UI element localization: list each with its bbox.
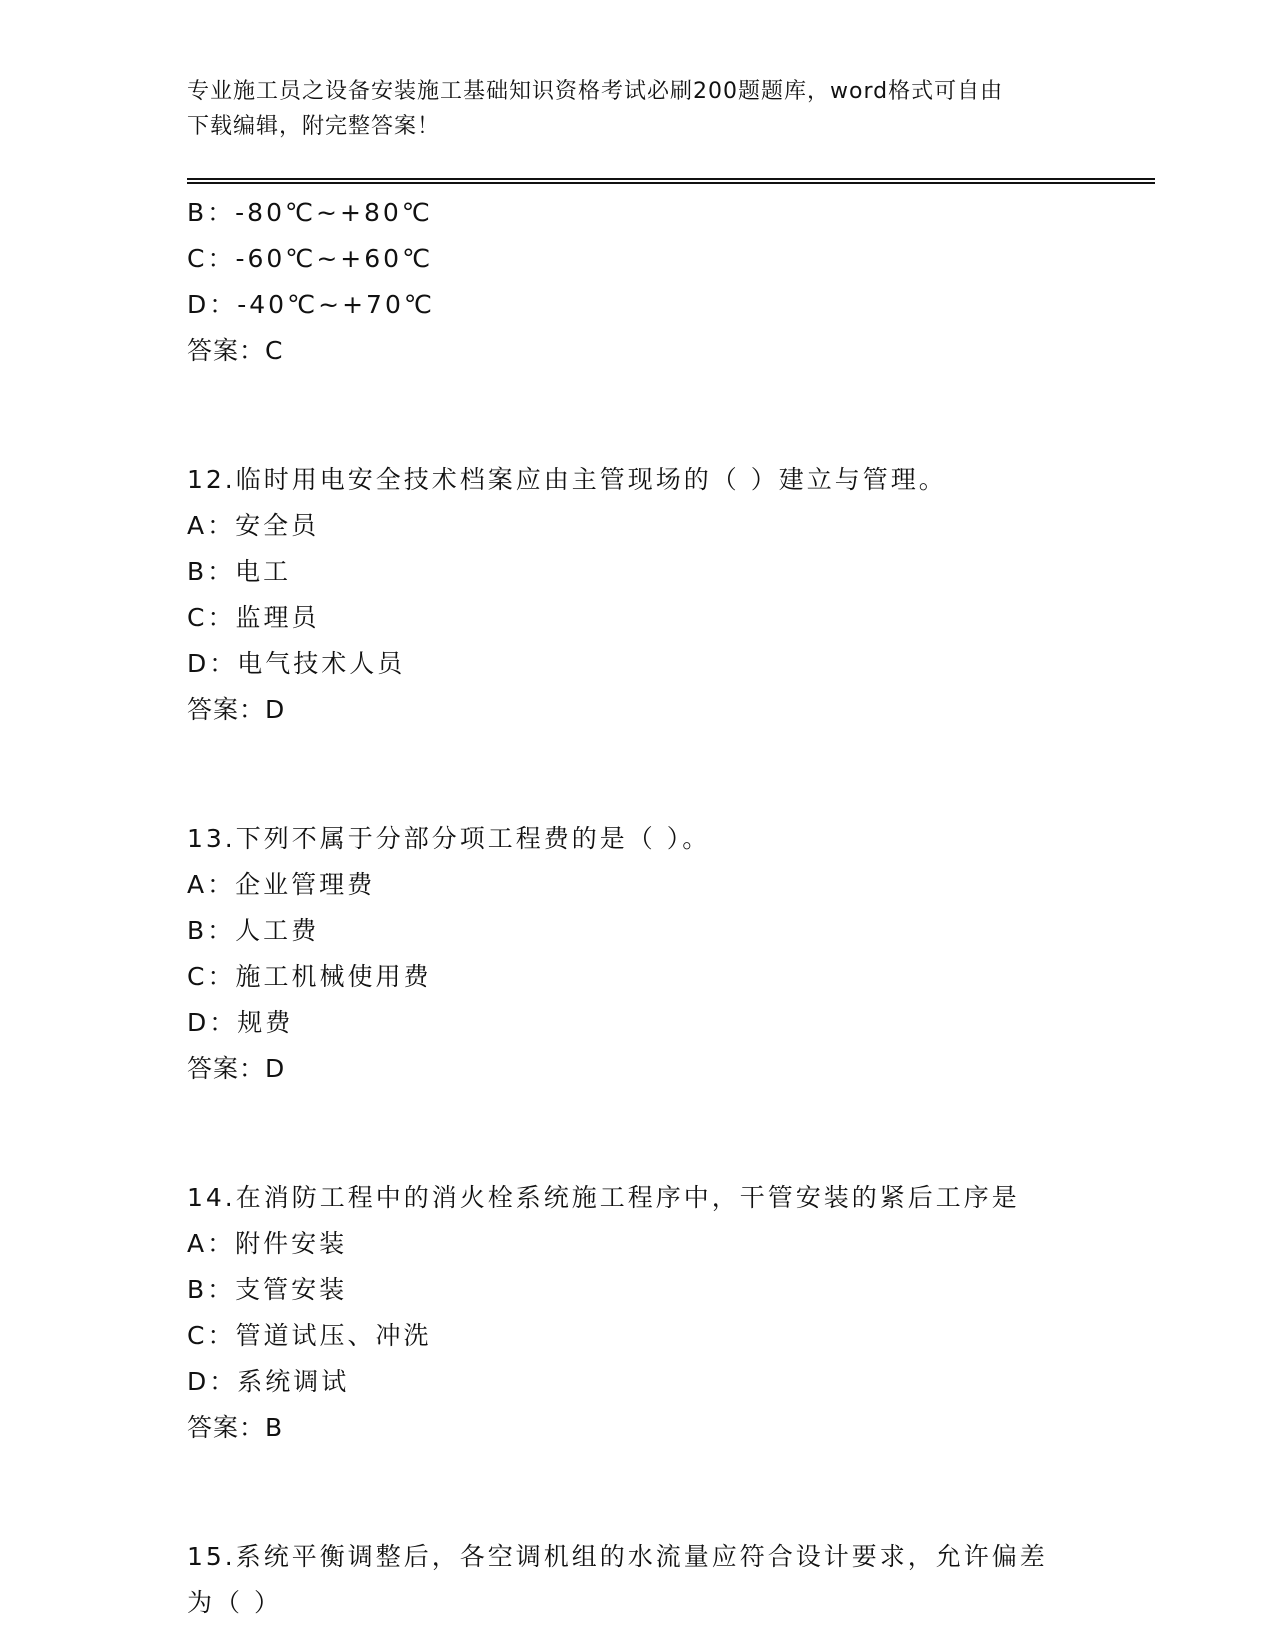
answer: 答案：C [187, 336, 284, 365]
option-b: B：人工费 [187, 916, 320, 945]
option-a: A：附件安装 [187, 1229, 348, 1258]
question-12 [187, 457, 1087, 733]
question-15 [187, 1534, 1087, 1626]
question-text: 12.临时用电安全技术档案应由主管现场的（ ）建立与管理。 [187, 465, 947, 494]
option-d: D：电气技术人员 [187, 649, 406, 678]
question-13 [187, 816, 1087, 1092]
header-line-1: 专业施工员之设备安装施工基础知识资格考试必刷200题题库，word格式可自由 [187, 79, 1004, 104]
question-list [187, 190, 1087, 1626]
option-c: C：施工机械使用费 [187, 962, 432, 991]
answer: 答案：D [187, 695, 286, 724]
question-text-line-2: 为（ ） [187, 1588, 282, 1617]
answer: 答案：D [187, 1054, 286, 1083]
question-text: 13.下列不属于分部分项工程费的是（ ）。 [187, 824, 711, 853]
option-d: D：-40℃~+70℃ [187, 290, 435, 319]
option-b: B：电工 [187, 557, 292, 586]
document-header [187, 74, 1067, 144]
option-c: C：-60℃~+60℃ [187, 244, 434, 273]
header-line-2: 下载编辑，附完整答案！ [187, 114, 441, 139]
option-a: A：企业管理费 [187, 870, 376, 899]
option-b: B：支管安装 [187, 1275, 348, 1304]
question-14 [187, 1175, 1087, 1451]
answer: 答案：B [187, 1413, 284, 1442]
option-c: C：管道试压、冲洗 [187, 1321, 432, 1350]
option-d: D：规费 [187, 1008, 294, 1037]
option-c: C：监理员 [187, 603, 320, 632]
option-b: B：-80℃~+80℃ [187, 198, 433, 227]
question-text-line-1: 15.系统平衡调整后，各空调机组的水流量应符合设计要求，允许偏差 [187, 1542, 1048, 1571]
question-text: 14.在消防工程中的消火栓系统施工程序中，干管安装的紧后工序是 [187, 1183, 1020, 1212]
header-rule-bottom [187, 182, 1155, 184]
option-d: D：系统调试 [187, 1367, 350, 1396]
question-11 [187, 190, 1087, 374]
option-a: A：安全员 [187, 511, 320, 540]
header-rule-top [187, 178, 1155, 180]
